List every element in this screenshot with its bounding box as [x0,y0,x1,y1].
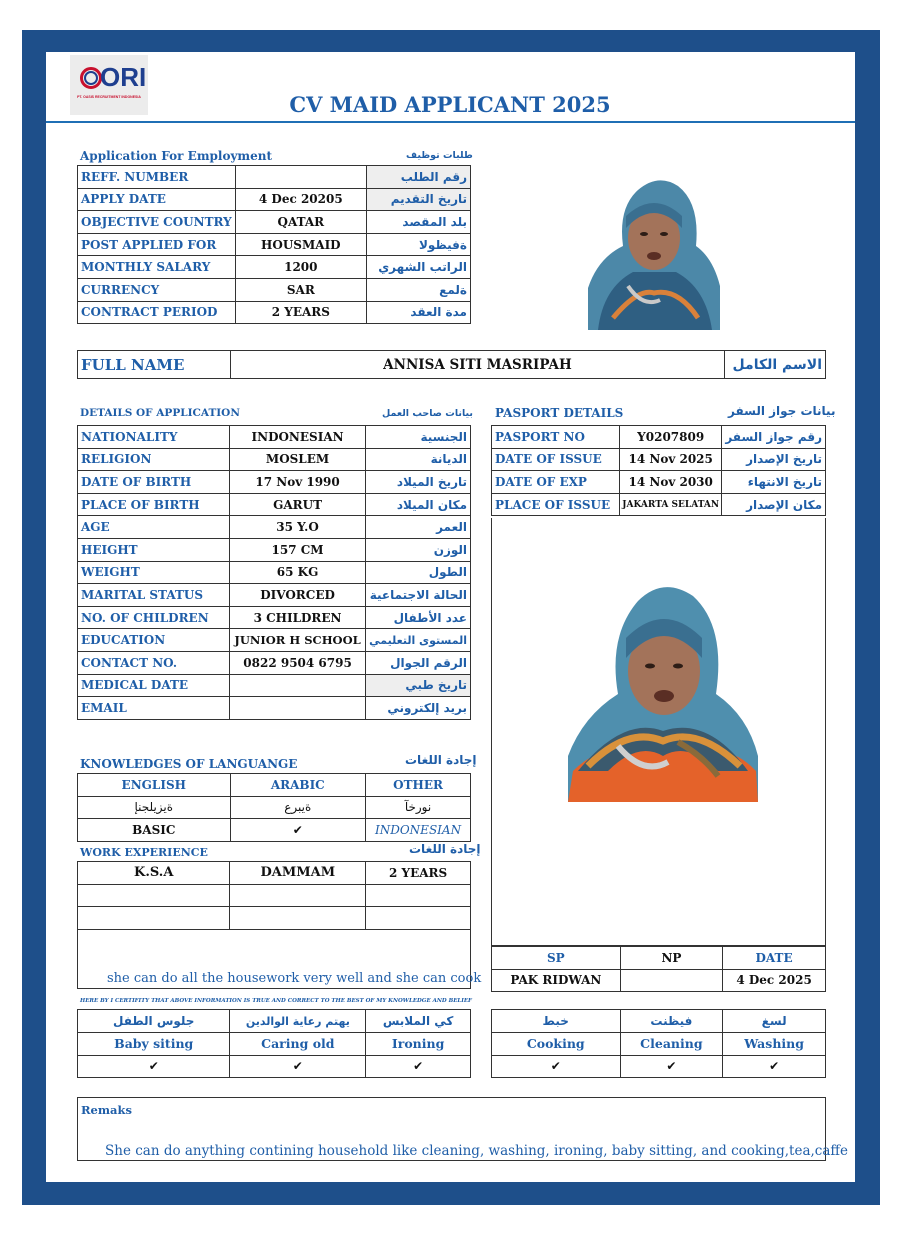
field-label-ar: مدة العقد [366,301,470,324]
sponsor-table [491,946,826,992]
skill-label: Ironing [366,1033,471,1056]
full-name-table [77,350,826,379]
field-label-ar: الجنسية [365,426,470,449]
field-value: 4 Dec 20205 [235,188,366,211]
skill-label-ar: فيظنت [620,1010,723,1033]
field-label-ar: بلد المقصد [366,211,470,234]
lang-header-arabic-ar: ةيبرع [230,796,366,819]
work-city: DAMMAM [230,862,366,885]
work-country: K.S.A [78,862,230,885]
field-label: CURRENCY [78,278,236,301]
field-label-ar: ةلمع [366,278,470,301]
header-divider [46,121,855,123]
work-duration [366,884,471,907]
table-row [78,471,471,494]
table-row [492,1033,826,1056]
page-title: CV MAID APPLICANT 2025 [289,92,611,117]
remarks-label: Remaks [81,1103,132,1117]
application-heading-ar: طلبات توظيف [406,150,473,161]
sponsor-np [620,969,722,992]
full-name-label-ar: الاسم الكامل [725,351,826,379]
table-row [492,1055,826,1078]
work-country [78,884,230,907]
field-value: 65 KG [230,561,366,584]
skills-table-right [491,1009,826,1078]
skill-label: Cleaning [620,1033,723,1056]
field-label: CONTRACT PERIOD [78,301,236,324]
field-value: 157 CM [230,538,366,561]
field-label: HEIGHT [78,538,230,561]
table-row [78,166,471,189]
field-label: NO. OF CHILDREN [78,606,230,629]
skill-label: Baby siting [78,1033,230,1056]
logo-text: ORI [100,62,147,92]
table-row [492,448,826,471]
passport-heading: PASPORT DETAILS [495,406,624,420]
field-label: EMAIL [78,697,230,720]
checkmark-icon: ✔ [230,1055,366,1078]
skill-label: Washing [723,1033,826,1056]
field-label: DATE OF ISSUE [492,448,620,471]
full-name-value: ANNISA SITI MASRIPAH [230,351,724,379]
table-row [78,819,471,842]
table-row [78,278,471,301]
languages-table [77,773,471,842]
table-row [78,1033,471,1056]
table-row [78,211,471,234]
sponsor-date: 4 Dec 2025 [723,969,826,992]
checkmark-icon: ✔ [78,1055,230,1078]
field-value: JAKARTA SELATAN [620,493,722,516]
field-value: DIVORCED [230,584,366,607]
work-city [230,884,366,907]
work-duration: 2 YEARS [366,862,471,885]
languages-heading: KNOWLEDGES OF LANGUANGE [80,757,298,771]
logo-inner-ring-icon [84,71,98,85]
field-label: REFF. NUMBER [78,166,236,189]
sponsor-header-date: DATE [723,947,826,970]
field-label-ar: المستوى التعليمي [365,629,470,652]
field-label: DATE OF BIRTH [78,471,230,494]
field-label: NATIONALITY [78,426,230,449]
company-logo [70,55,148,115]
table-row [492,426,826,449]
field-label: OBJECTIVE COUNTRY [78,211,236,234]
field-value: 35 Y.O [230,516,366,539]
skills-table-left [77,1009,471,1078]
field-label-ar: الديانة [365,448,470,471]
table-row [78,538,471,561]
field-label: MARITAL STATUS [78,584,230,607]
field-label-ar: بريد إلكتروني [365,697,470,720]
field-value: 3 CHILDREN [230,606,366,629]
field-value: 2 YEARS [235,301,366,324]
skill-label-ar: كي الملابس [366,1010,471,1033]
field-label-ar: العمر [365,516,470,539]
table-row [78,651,471,674]
table-row [78,301,471,324]
application-table [77,165,471,324]
field-label-ar: تاريخ الانتهاء [722,471,826,494]
lang-header-other-ar: نورخآ [366,796,471,819]
field-value: MOSLEM [230,448,366,471]
checkmark-icon: ✔ [492,1055,621,1078]
field-label: PLACE OF ISSUE [492,493,620,516]
table-row [492,1010,826,1033]
table-row [78,629,471,652]
field-label: RELIGION [78,448,230,471]
field-label-ar: الحالة الاجتماعية [365,584,470,607]
field-value: QATAR [235,211,366,234]
field-label-ar: رقم جواز السفر [722,426,826,449]
field-value: JUNIOR H SCHOOL [230,629,366,652]
field-value [230,697,366,720]
lang-level-arabic: ✔ [230,819,366,842]
lang-header-english: ENGLISH [78,774,231,797]
field-value: 0822 9504 6795 [230,651,366,674]
field-value [235,166,366,189]
field-value [230,674,366,697]
field-label: AGE [78,516,230,539]
checkmark-icon: ✔ [366,1055,471,1078]
field-label-ar: تاريخ الميلاد [365,471,470,494]
table-row [78,233,471,256]
field-label: PASPORT NO [492,426,620,449]
details-heading: DETAILS OF APPLICATION [80,407,240,419]
table-row [78,561,471,584]
field-value: SAR [235,278,366,301]
languages-heading-ar: إجادة اللغات [405,753,477,767]
field-label-ar: الوزن [365,538,470,561]
applicant-photo-small [588,168,720,330]
lang-header-english-ar: ةيزيلجنإ [78,796,231,819]
skill-label-ar: جلوس الطفل [78,1010,230,1033]
skill-label-ar: لسغ [723,1010,826,1033]
table-row [78,774,471,797]
table-row [78,674,471,697]
field-label-ar: تاريخ طبي [365,674,470,697]
certification-statement: HERE BY I CERTIFITY THAT ABOVE INFORMATION IS TRUE AND CORRECT TO THE BEST OF MY KNOWLEDGE AND BELIEF [80,998,472,1004]
field-value: 14 Nov 2030 [620,471,722,494]
field-label-ar: تاريخ الإصدار [722,448,826,471]
table-row [78,426,471,449]
field-label-ar: الراتب الشهري [366,256,470,279]
lang-header-arabic: ARABIC [230,774,366,797]
field-value: GARUT [230,493,366,516]
field-value: INDONESIAN [230,426,366,449]
field-value: 14 Nov 2025 [620,448,722,471]
field-label-ar: ةفيظولا [366,233,470,256]
lang-header-other: OTHER [366,774,471,797]
work-note: she can do all the housework very well and she can cook [107,971,482,986]
table-row [78,606,471,629]
table-row [78,188,471,211]
table-row [78,796,471,819]
field-label: CONTACT NO. [78,651,230,674]
work-heading-ar: إجادة اللغات [409,842,481,856]
field-label: POST APPLIED FOR [78,233,236,256]
checkmark-icon: ✔ [620,1055,723,1078]
applicant-photo-large [568,566,758,802]
table-row [78,493,471,516]
table-row [78,884,471,907]
field-label-ar: عدد الأطفال [365,606,470,629]
field-label-ar: الرقم الجوال [365,651,470,674]
passport-heading-ar: بيانات جواز السفر [728,404,836,418]
skill-label: Cooking [492,1033,621,1056]
field-label-ar: الطول [365,561,470,584]
table-row [78,351,826,379]
skill-label-ar: خبط [492,1010,621,1033]
field-label: PLACE OF BIRTH [78,493,230,516]
field-value: Y0207809 [620,426,722,449]
field-label: DATE OF EXP [492,471,620,494]
field-label: MONTHLY SALARY [78,256,236,279]
table-row [78,256,471,279]
table-row [78,1055,471,1078]
table-row [492,471,826,494]
lang-level-other: INDONESIAN [366,819,471,842]
field-label: EDUCATION [78,629,230,652]
field-label-ar: تاريخ التقديم [366,188,470,211]
field-value: 17 Nov 1990 [230,471,366,494]
field-label-ar: رقم الطلب [366,166,470,189]
sponsor-header-np: NP [620,947,722,970]
full-name-label: FULL NAME [78,351,231,379]
table-row [492,969,826,992]
table-row [78,697,471,720]
details-heading-ar: بيانات صاحب العمل [382,408,473,419]
skill-label: Caring old [230,1033,366,1056]
passport-table [491,425,826,516]
field-label: APPLY DATE [78,188,236,211]
lang-level-english: BASIC [78,819,231,842]
field-label-ar: مكان الميلاد [365,493,470,516]
field-label: MEDICAL DATE [78,674,230,697]
sponsor-name: PAK RIDWAN [492,969,621,992]
logo-subtext: PT. OASIS RECRUITMENT INDONESIA [77,95,141,99]
table-row [492,947,826,970]
table-row [78,448,471,471]
field-value: 1200 [235,256,366,279]
table-row [78,584,471,607]
table-row [78,862,471,885]
remarks-text: She can do anything contining household like cleaning, washing, ironing, baby sitting, and cooking,tea,caffe [105,1143,848,1159]
table-row [78,516,471,539]
checkmark-icon: ✔ [723,1055,826,1078]
table-row [78,1010,471,1033]
work-heading: WORK EXPERIENCE [80,846,208,859]
work-table [77,861,471,930]
field-label-ar: مكان الإصدار [722,493,826,516]
details-table [77,425,471,720]
skill-label-ar: يهتم رعاية الوالدين [230,1010,366,1033]
field-label: WEIGHT [78,561,230,584]
table-row [492,493,826,516]
field-value: HOUSMAID [235,233,366,256]
sponsor-header-sp: SP [492,947,621,970]
application-heading: Application For Employment [80,149,273,163]
